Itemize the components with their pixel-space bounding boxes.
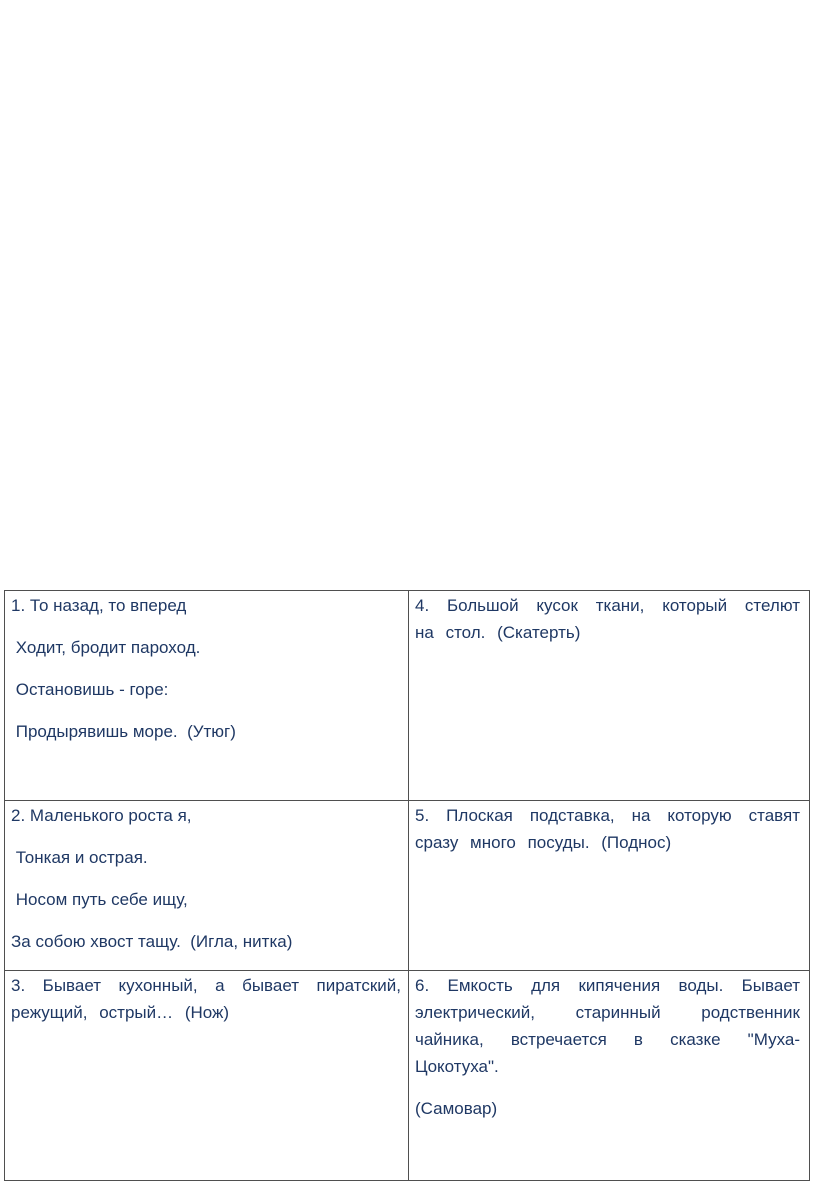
riddle-3-text: 3. Бывает кухонный, а бывает пиратский, режущий, острый… (Нож) (11, 976, 401, 1022)
riddle-1-line: Остановишь - горе: (11, 680, 169, 699)
table-row (5, 971, 810, 1181)
blank-top-area (0, 0, 816, 590)
riddle-cell-5 (409, 801, 810, 971)
riddle-1-line: Ходит, бродит пароход. (11, 638, 201, 657)
riddle-2-line: 2. Маленького роста я, (11, 806, 192, 825)
riddle-2-line: Тонкая и острая. (11, 848, 148, 867)
table-row (5, 591, 810, 801)
riddle-cell-4 (409, 591, 810, 801)
riddle-6-text: 6. Емкость для кипячения воды. Бывает электрический, старинный родственник чайника, встречается в сказке "Муха-Цокотуха". (415, 976, 800, 1076)
riddle-2-line: За собою хвост тащу. (Игла, нитка) (11, 932, 293, 951)
riddle-cell-3 (5, 971, 409, 1181)
riddle-2-line: Носом путь себе ищу, (11, 890, 188, 909)
riddle-cell-6 (409, 971, 810, 1181)
riddle-1-line: 1. То назад, то вперед (11, 596, 187, 615)
riddle-1-line: Продырявишь море. (Утюг) (11, 722, 236, 741)
riddle-cell-1 (5, 591, 409, 801)
riddle-cell-2 (5, 801, 409, 971)
riddle-6-answer: (Самовар) (415, 1099, 498, 1118)
riddle-5-text: 5. Плоская подставка, на которую ставят сразу много посуды. (Поднос) (415, 806, 800, 852)
riddle-4-text: 4. Большой кусок ткани, который стелют на стол. (Скатерть) (415, 596, 800, 642)
riddles-table (4, 590, 810, 1181)
table-row (5, 801, 810, 971)
